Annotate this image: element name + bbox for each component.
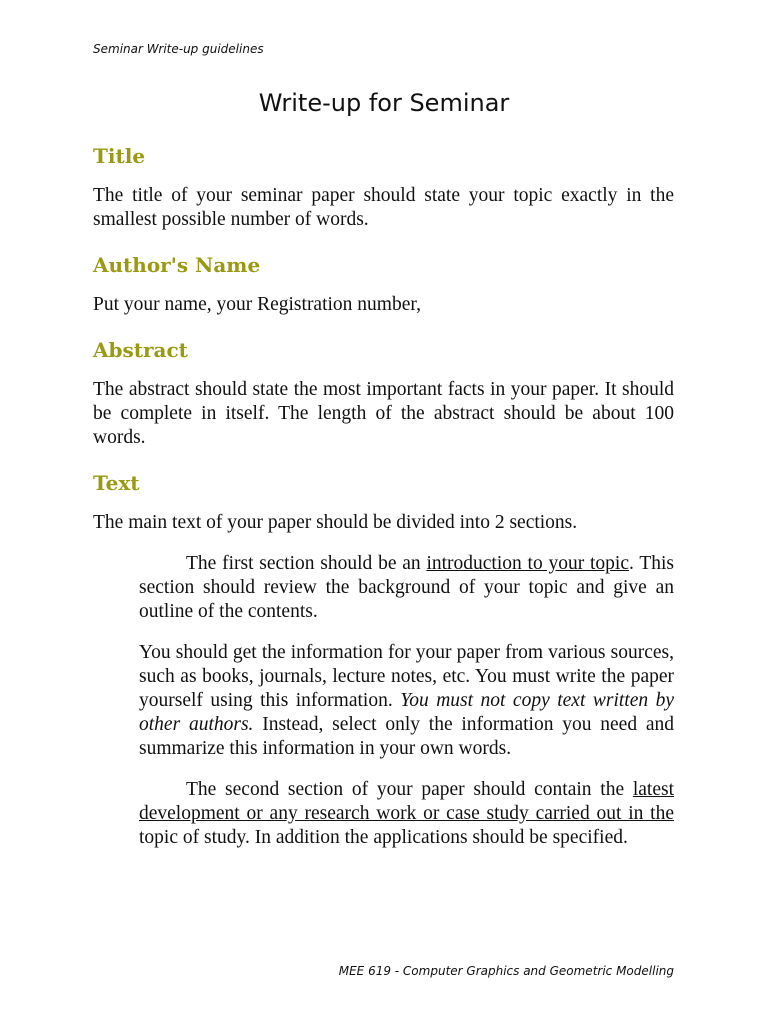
first-section-paragraph — [139, 552, 674, 624]
document-body — [93, 140, 674, 850]
p3-text-after: topic of study. In addition the applications should be specified. — [139, 827, 628, 848]
second-section-paragraph — [139, 778, 674, 850]
author-paragraph: Put your name, your Registration number, — [93, 294, 421, 315]
p2-text-after: Instead, select only the information you need and summarize this information in your own words. — [139, 714, 675, 759]
document-title: Write-up for Seminar — [258, 89, 510, 117]
text-intro-paragraph: The main text of your paper should be divided into 2 sections. — [93, 512, 578, 533]
heading-author-name: Author's Name — [93, 253, 261, 277]
p1-underlined-phrase: introduction to your topic — [426, 553, 630, 574]
heading-abstract: Abstract — [93, 338, 188, 362]
heading-text: Text — [93, 471, 140, 495]
p2-text-before: You should get the information for your paper from various sources, such as books, journals, lecture notes, etc. You must write the paper yourself using this information. — [139, 642, 674, 711]
abstract-paragraph: The abstract should state the most important facts in your paper. It should be complete in itself. The length of the abstract should be about 100 words. — [93, 379, 674, 448]
p1-text-after: . This section should review the background of your topic and give an outline of the contents. — [139, 553, 674, 622]
heading-title: Title — [93, 144, 146, 168]
p3-underlined-phrase: latest development or any research work or case study carried out in the — [139, 779, 674, 824]
p1-text-before: The first section should be an — [186, 553, 427, 574]
title-paragraph: The title of your seminar paper should state your topic exactly in the smallest possible number of words. — [93, 185, 674, 230]
running-footer: MEE 619 - Computer Graphics and Geometric Modelling — [338, 964, 674, 978]
sources-paragraph — [139, 641, 674, 761]
running-header: Seminar Write-up guidelines — [93, 42, 264, 56]
p2-italic-warning: You must not copy text written by other authors. — [139, 690, 674, 735]
p3-text-before: The second section of your paper should contain the — [186, 779, 633, 800]
